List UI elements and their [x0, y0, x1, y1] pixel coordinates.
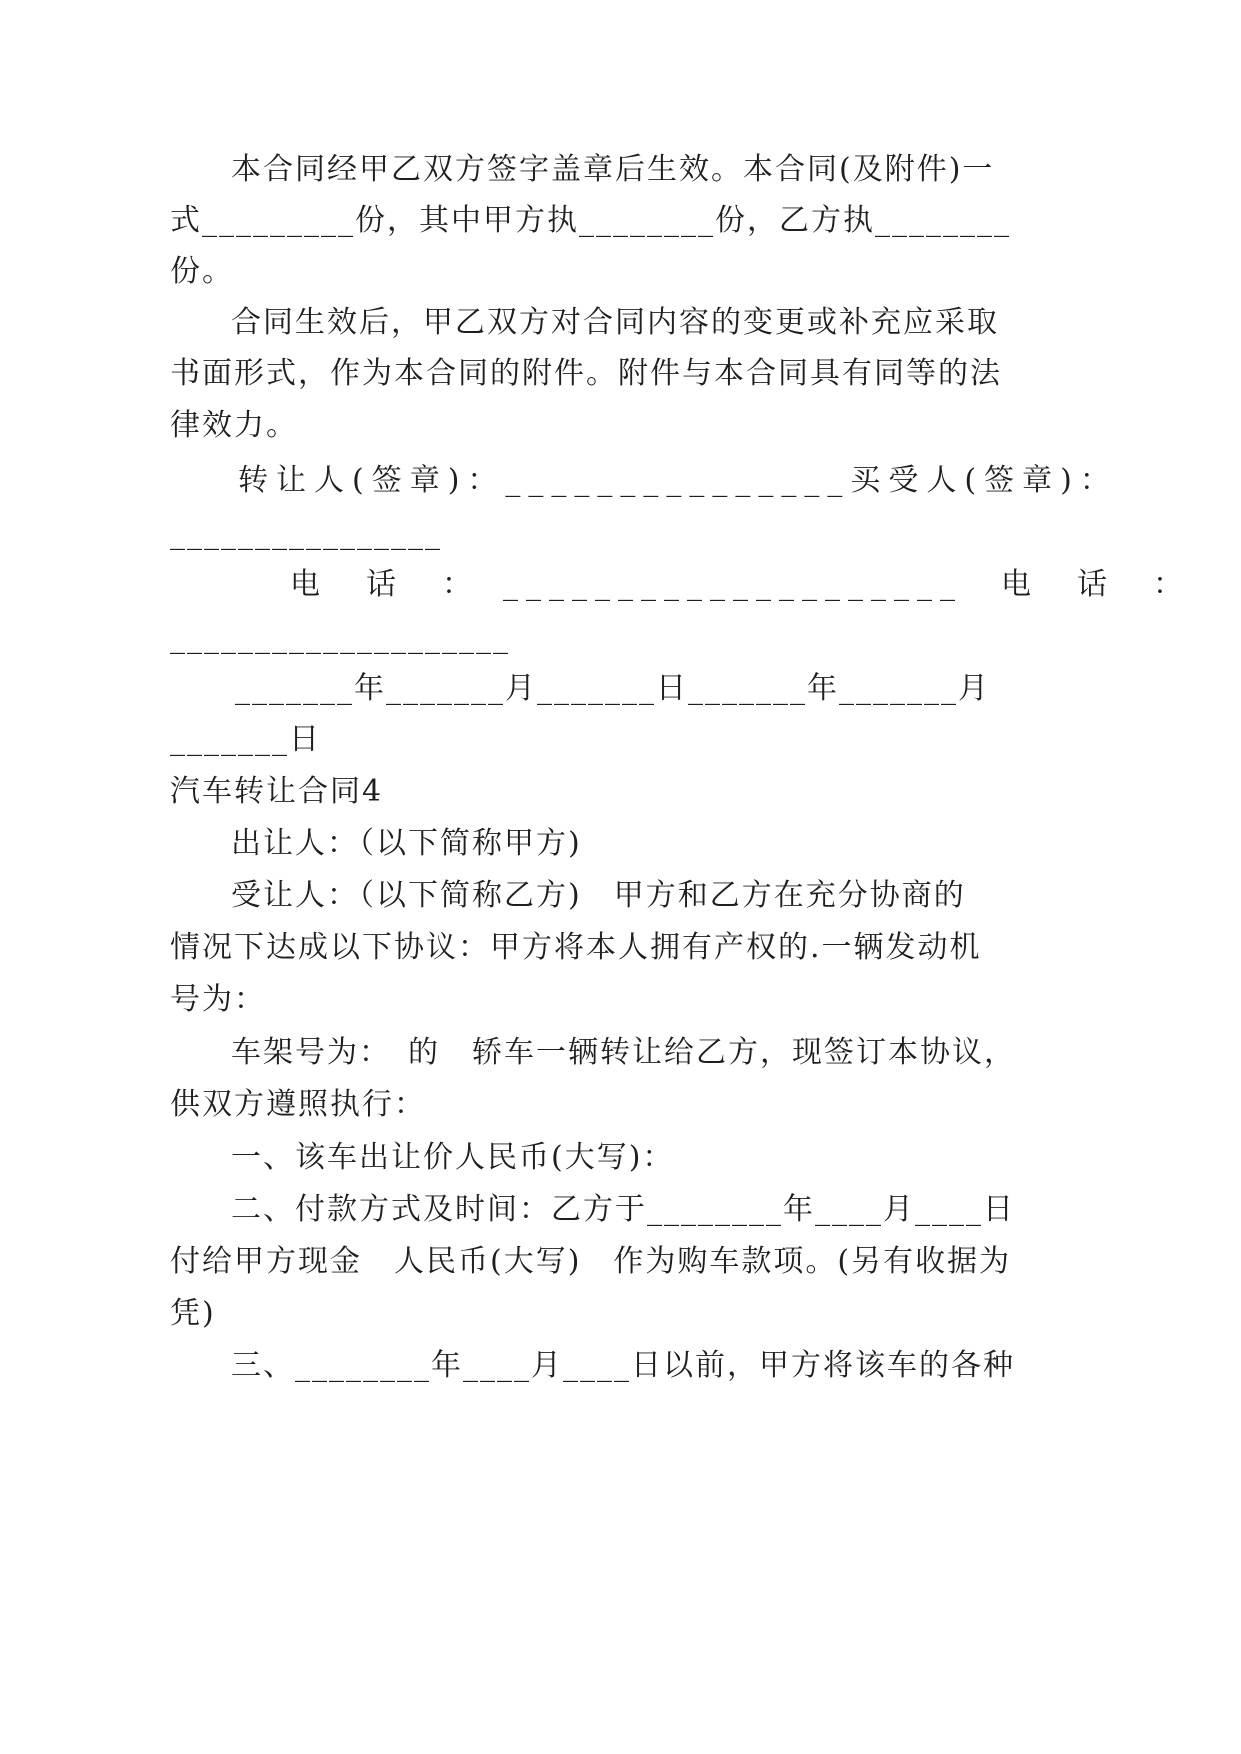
text-line: 车架号为： 的 轿车一辆转让给乙方，现签订本协议， [231, 1035, 1016, 1070]
text-line: 受让人：（以下简称乙方) 甲方和乙方在充分协商的 [231, 878, 966, 913]
section-title: 汽车转让合同4 [170, 774, 384, 809]
clause-2: 二、付款方式及时间：乙方于________年____月____日 [231, 1192, 1015, 1227]
phone-line: 电 话 ： ____________________ 电 话 ： [290, 567, 1191, 602]
text-line: 供双方遵照执行： [170, 1087, 426, 1122]
text-line: 本合同经甲乙双方签字盖章后生效。本合同(及附件)一 [231, 152, 995, 187]
text-line: 书面形式，作为本合同的附件。附件与本合同具有同等的法 [170, 356, 1002, 391]
clause-1: 一、该车出让价人民币(大写)： [231, 1140, 675, 1175]
date-line-end: _______日 [170, 722, 321, 757]
clause-3: 三、________年____月____日以前，甲方将该车的各种 [231, 1348, 1015, 1383]
text-line: 号为： [170, 982, 266, 1017]
text-line: 律效力。 [170, 408, 298, 443]
text-line: 情况下达成以下协议：甲方将本人拥有产权的.一辆发动机 [170, 930, 982, 965]
text-line: 出让人：（以下简称甲方) [231, 826, 582, 861]
text-line: 合同生效后，甲乙双方对合同内容的变更或补充应采取 [231, 305, 999, 340]
phone-blank: ____________________ [170, 620, 510, 655]
signature-blank: ________________ [170, 516, 442, 551]
date-line: _______年_______月_______日_______年_______月 [235, 671, 990, 706]
text-line: 付给甲方现金 人民币(大写) 作为购车款项。(另有收据为 [170, 1244, 1012, 1279]
text-line: 式_________份，其中甲方执________份，乙方执________ [170, 203, 1011, 238]
signature-line-seller-buyer: 转让人(签章)：_______________买受人(签章)： [238, 463, 1118, 498]
text-line: 份。 [170, 254, 234, 289]
text-line: 凭) [170, 1296, 216, 1331]
